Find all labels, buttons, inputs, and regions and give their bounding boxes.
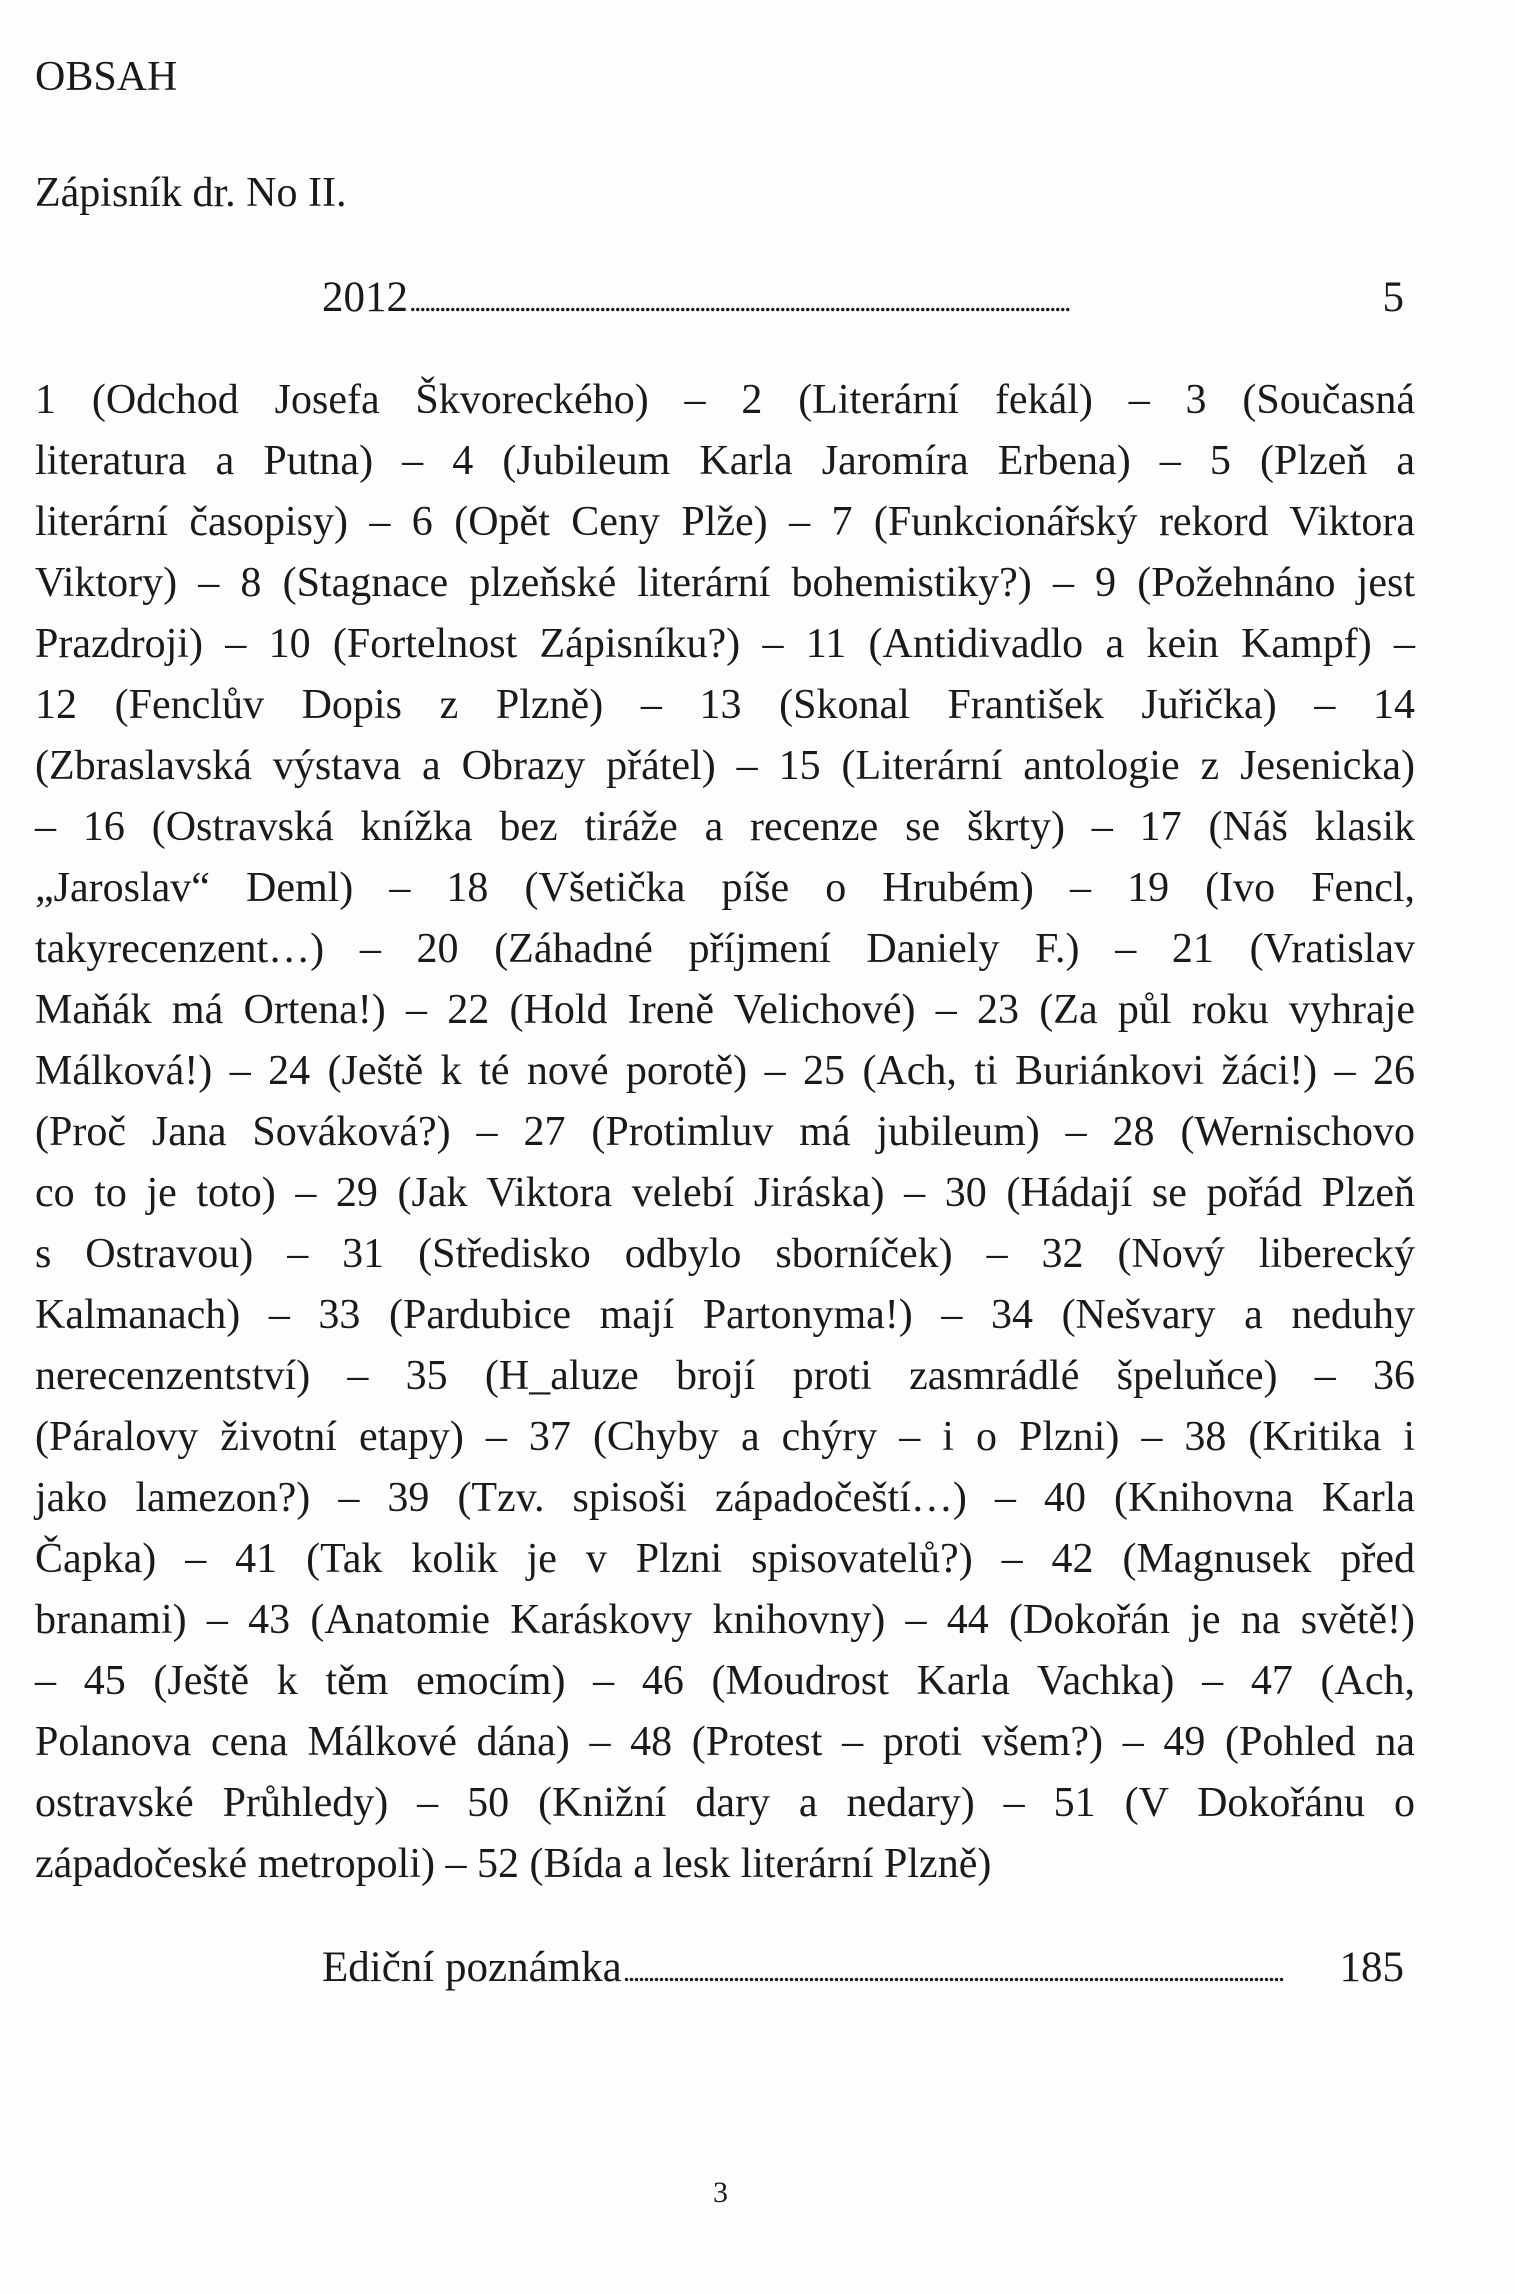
chapter-list-line: jako lamezon?) – 39 (Tzv. spisoši západočeští…) – 40 (Knihovna Karla	[35, 1475, 1415, 1521]
chapter-list-line: s Ostravou) – 31 (Středisko odbylo sborníček) – 32 (Nový liberecký	[35, 1231, 1415, 1277]
chapter-list-line: takyrecenzent…) – 20 (Záhadné příjmení Daniely F.) – 21 (Vratislav	[35, 926, 1415, 972]
chapter-list-line: literatura a Putna) – 4 (Jubileum Karla Jaromíra Erbena) – 5 (Plzeň a	[35, 438, 1415, 484]
chapter-list-line: 12 (Fenclův Dopis z Plzně) – 13 (Skonal František Juřička) – 14	[35, 682, 1415, 728]
chapter-list-line: branami) – 43 (Anatomie Karáskovy knihovny) – 44 (Dokořán je na světě!)	[35, 1597, 1415, 1643]
chapter-list-line: Málková!) – 24 (Ještě k té nové porotě) – 25 (Ach, ti Buriánkovi žáci!) – 26	[35, 1048, 1415, 1094]
chapter-list-line: (Zbraslavská výstava a Obrazy přátel) – 15 (Literární antologie z Jesenicka)	[35, 743, 1415, 789]
chapter-list-line: literární časopisy) – 6 (Opět Ceny Plže) – 7 (Funkcionářský rekord Viktora	[35, 499, 1415, 545]
chapter-list-line: Prazdroji) – 10 (Fortelnost Zápisníku?) – 11 (Antidivadlo a kein Kampf) –	[35, 621, 1415, 667]
toc-entry-2012[interactable]	[322, 276, 1404, 319]
chapter-list-line: (Páralovy životní etapy) – 37 (Chyby a chýry – i o Plzni) – 38 (Kritika i	[35, 1414, 1415, 1460]
chapter-list-line: (Proč Jana Sováková?) – 27 (Protimluv má jubileum) – 28 (Wernischovo	[35, 1109, 1415, 1155]
chapter-list-line: nerecenzentství) – 35 (H_aluze brojí proti zasmrádlé špeluňce) – 36	[35, 1353, 1415, 1399]
toc-entry-label: 2012	[322, 274, 408, 321]
chapter-list-line: „Jaroslav“ Deml) – 18 (Všetička píše o Hrubém) – 19 (Ivo Fencl,	[35, 865, 1415, 911]
dot-leader	[623, 1946, 1339, 1989]
chapter-list-line: Viktory) – 8 (Stagnace plzeňské literární bohemistiky?) – 9 (Požehnáno jest	[35, 560, 1415, 606]
toc-entry-label: Ediční poznámka	[322, 1944, 622, 1991]
toc-entry-page: 5	[1382, 274, 1404, 321]
chapter-list-line: Čapka) – 41 (Tak kolik je v Plzni spisovatelů?) – 42 (Magnusek před	[35, 1536, 1415, 1582]
page-number: 3	[713, 2176, 728, 2209]
chapter-list-line: Kalmanach) – 33 (Pardubice mají Partonyma!) – 34 (Nešvary a neduhy	[35, 1292, 1415, 1338]
dot-leader	[409, 276, 1382, 319]
chapter-list-line: západočeské metropoli) – 52 (Bída a lesk literární Plzně)	[35, 1841, 992, 1887]
toc-entry-page: 185	[1339, 1944, 1404, 1991]
chapter-list-line: – 45 (Ještě k těm emocím) – 46 (Moudrost Karla Vachka) – 47 (Ach,	[35, 1658, 1415, 1704]
toc-entry-edicni-poznamka[interactable]	[322, 1946, 1404, 1989]
chapter-list-line: co to je toto) – 29 (Jak Viktora velebí Jiráska) – 30 (Hádají se pořád Plzeň	[35, 1170, 1415, 1216]
chapter-list-line: Maňák má Ortena!) – 22 (Hold Ireně Velichové) – 23 (Za půl roku vyhraje	[35, 987, 1415, 1033]
section-title: Zápisník dr. No II.	[35, 170, 347, 216]
chapter-list-line: 1 (Odchod Josefa Škvoreckého) – 2 (Literární fekál) – 3 (Současná	[35, 377, 1415, 423]
contents-heading: OBSAH	[35, 54, 178, 100]
chapter-list-line: Polanova cena Málkové dána) – 48 (Protest – proti všem?) – 49 (Pohled na	[35, 1719, 1415, 1765]
chapter-list-line: ostravské Průhledy) – 50 (Knižní dary a nedary) – 51 (V Dokořánu o	[35, 1780, 1415, 1826]
chapter-list-line: – 16 (Ostravská knížka bez tiráže a recenze se škrty) – 17 (Náš klasik	[35, 804, 1415, 850]
chapter-list	[35, 370, 1415, 1895]
